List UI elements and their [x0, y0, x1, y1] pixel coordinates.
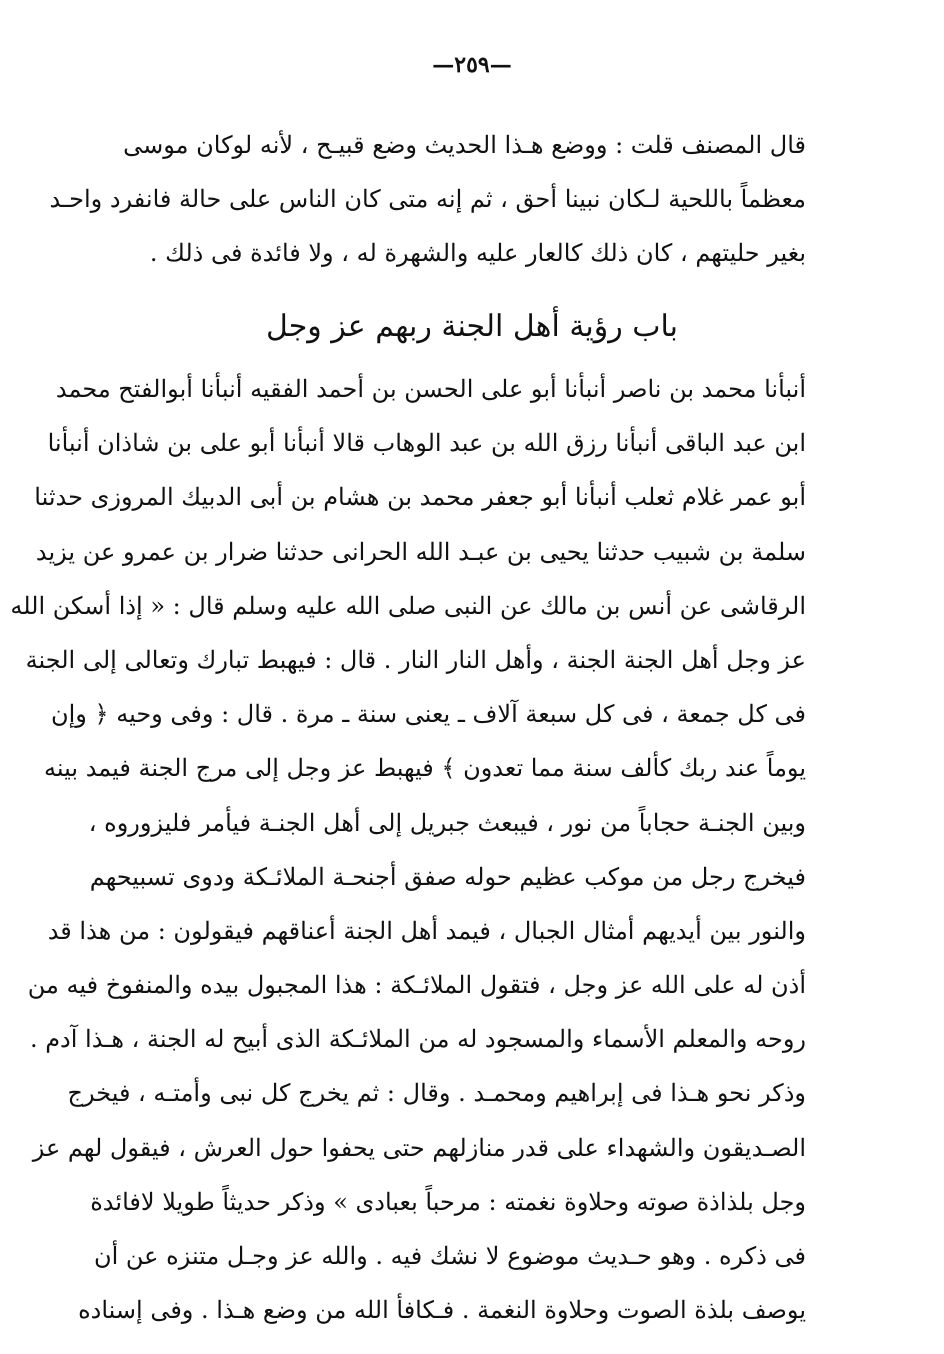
text-line: ابن عبد الباقى أنبأنا رزق الله بن عبد الوهاب قالا أنبأنا أبو على بن شاذان أنبأنا	[47, 429, 806, 458]
body-paragraph	[10, 362, 806, 1337]
text-line: معظماً باللحية لـكان نبينا أحق ، ثم إنه متى كان الناس على حالة فانفرد واحـد	[49, 185, 806, 213]
text-line: عز وجل أهل الجنة الجنة ، وأهل النار النار . قال : فيهبط تبارك وتعالى إلى الجنة	[25, 645, 806, 674]
chapter-heading: باب رؤية أهل الجنة ربهم عز وجل	[265, 309, 679, 344]
text-line: الصـديقون والشهداء على قدر منازلهم حتى يحفوا حول العرش ، فيقول لهم عز	[32, 1133, 806, 1162]
text-line: أبو عمر غلام ثعلب أنبأنا أبو جعفر محمد بن هشام بن أبى الدبيك المروزى حدثنا	[34, 483, 806, 512]
text-line: روحه والمعلم الأسماء والمسجود له من الملائـكة الذى أبيح له الجنة ، هـذا آدم .	[29, 1025, 806, 1054]
text-line: بغير حليتهم ، كان ذلك كالعار عليه والشهرة له ، ولا فائدة فى ذلك .	[149, 239, 806, 267]
text-line: وبين الجنـة حجاباً من نور ، فيبعث جبريل إلى أهل الجنـة فيأمر فليزوروه ،	[88, 808, 806, 837]
text-line: أنبأنا محمد بن ناصر أنبأنا أبو على الحسن بن أحمد الفقيه أنبأنا أبوالفتح محمد	[55, 375, 806, 403]
text-line: سلمة بن شبيب حدثنا يحيى بن عبـد الله الحرانى حدثنا ضرار بن عمرو عن يزيد	[35, 537, 806, 566]
text-line: يوصف بلذة الصوت وحلاوة النغمة . فـكافأ الله من وضع هـذا . وفى إسناده	[78, 1296, 806, 1325]
text-line: وذكر نحو هـذا فى إبراهيم ومحمـد . وقال : ثم يخرج كل نبى وأمتـه ، فيخرج	[67, 1079, 806, 1108]
text-line: يوماً عند ربك كألف سنة مما تعدون ﴾ فيهبط عز وجل إلى مرج الجنة فيمد بينه	[44, 754, 806, 783]
intro-paragraph	[49, 118, 806, 280]
text-line: فيخرج رجل من موكب عظيم حوله صفق أجنحـة الملائـكة ودوى تسبيحهم	[89, 862, 806, 891]
text-line: فى ذكره . وهو حـديث موضوع لا نشك فيه . والله عز وجـل متنزه عن أن	[93, 1242, 806, 1270]
text-line: قال المصنف قلت : ووضع هـذا الحديث وضع قبيـح ، لأنه لوكان موسى	[123, 131, 806, 159]
text-line: والنور بين أيديهم أمثال الجبال ، فيمد أهل الجنة أعناقهم فيقولون : من هذا قد	[47, 916, 806, 945]
text-line: أذن له على الله عز وجل ، فتقول الملائـكة : هذا المجبول بيده والمنفوخ فيه من	[27, 971, 806, 1000]
text-line: فى كل جمعة ، فى كل سبعة آلاف ـ يعنى سنة ـ مرة . قال : وفى وحيه ﴿ وإن	[51, 700, 806, 729]
text-line: وجل بلذاذة صوته وحلاوة نغمته : مرحباً بعبادى » وذكر حديثاً طويلا لافائدة	[90, 1187, 806, 1216]
text-line: الرقاشى عن أنس بن مالك عن النبى صلى الله عليه وسلم قال : « إذا أسكن الله	[10, 591, 806, 620]
page-number: —٢٥٩—	[432, 52, 512, 78]
